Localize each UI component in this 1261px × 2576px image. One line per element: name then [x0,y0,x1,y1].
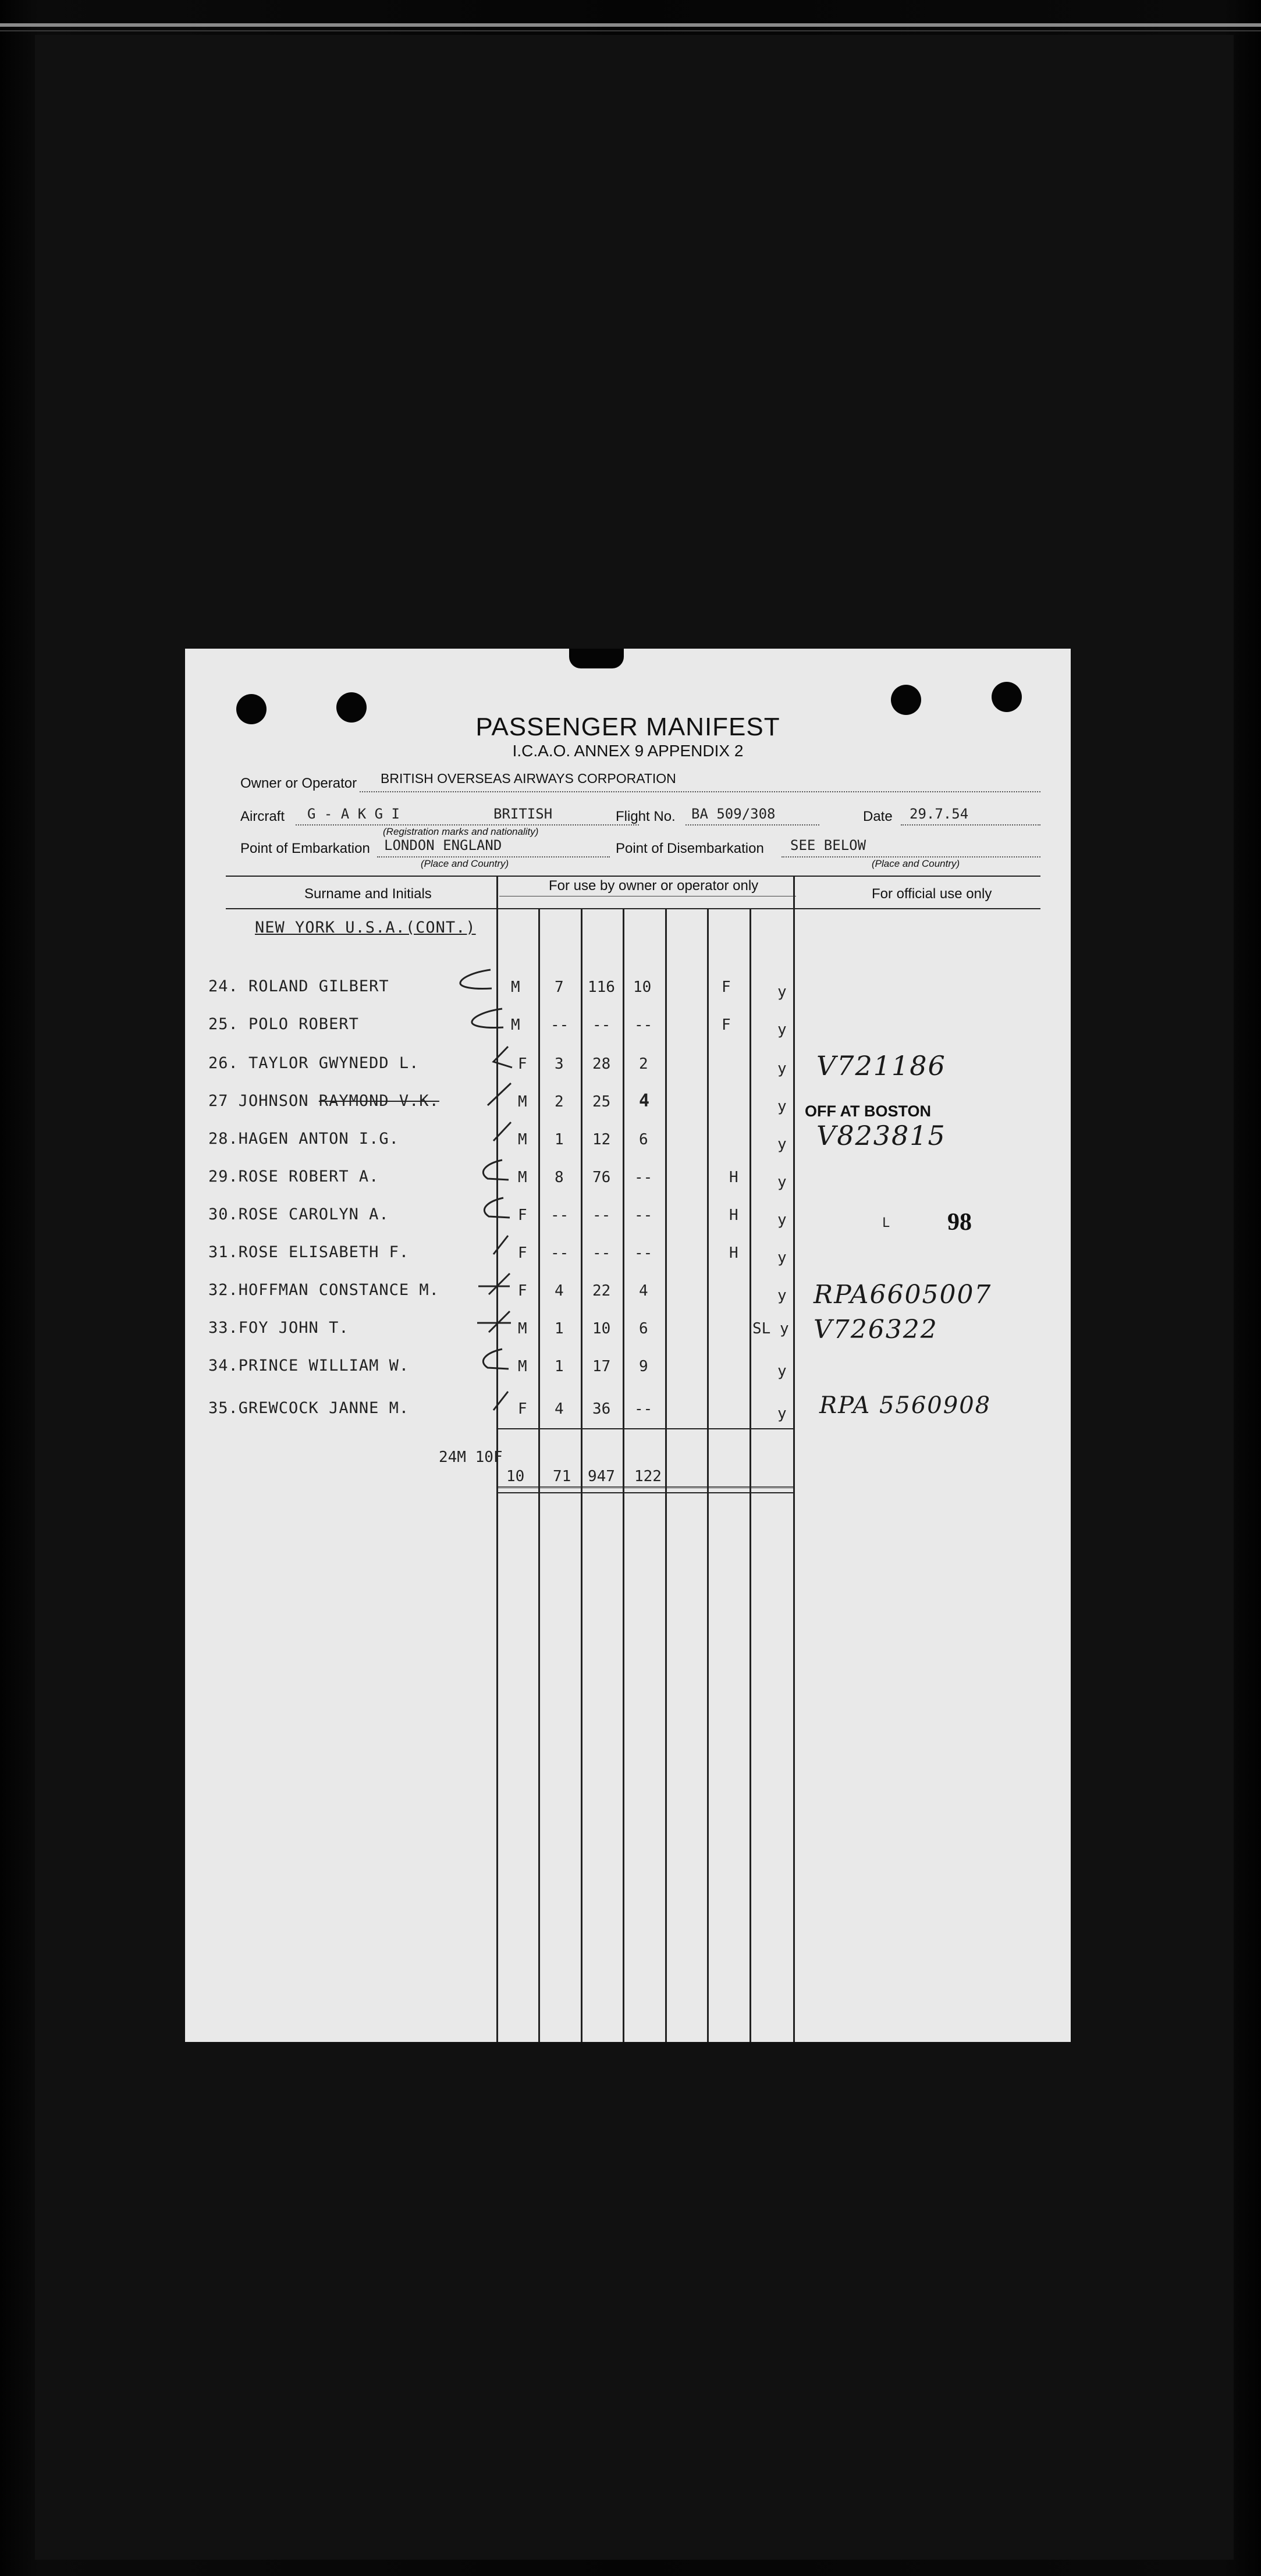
check-mark-icon [467,1006,508,1032]
passenger-sex: M [518,1169,527,1186]
off-at-boston-stamp: OFF AT BOSTON [805,1102,931,1120]
cell-y: y [777,1098,787,1115]
disembarkation-value: SEE BELOW [790,837,866,853]
punch-hole-right-2 [992,682,1022,712]
passenger-sex: F [518,1400,527,1418]
section-heading: NEW YORK U.S.A.(CONT.) [255,919,476,937]
check-mark-icon [476,1082,517,1108]
passenger-name: 33.FOY JOHN T. [208,1319,349,1337]
cell-c1: 4 [555,1282,564,1300]
passenger-sex: M [518,1093,527,1111]
passenger-sex: M [518,1320,527,1337]
cell-c1: 1 [555,1358,564,1375]
sheet-notch [569,649,624,668]
embarkation-line [377,856,610,858]
embarkation-note: (Place and Country) [421,858,509,869]
passenger-sex: F [518,1207,527,1224]
passenger-name: 35.GREWCOCK JANNE M. [208,1399,410,1417]
nationality-value: BRITISH [493,806,553,822]
check-mark-icon [476,1389,517,1415]
film-edge-inner [0,30,1261,31]
aircraft-line [296,824,639,826]
passenger-name: 24. ROLAND GILBERT [208,977,389,995]
cell-y: y [777,1136,787,1153]
col-rule-3 [581,908,582,2042]
small-mark: L [882,1216,890,1230]
cell-c3: -- [634,1207,653,1224]
total-2: 947 [588,1468,615,1485]
cell-c3: 2 [639,1055,648,1073]
passenger-name: 34.PRINCE WILLIAM W. [208,1357,410,1375]
check-mark-icon [476,1233,517,1259]
cell-c4: H [729,1244,738,1262]
col-rule-6 [707,908,709,2042]
registration-note: (Registration marks and nationality) [383,826,539,837]
date-value: 29.7.54 [910,806,969,822]
cell-c2: 17 [592,1358,611,1375]
disembarkation-note: (Place and Country) [872,858,960,869]
cell-c2: -- [592,1244,611,1262]
cell-y: y [777,1287,787,1304]
cell-c2: 76 [592,1169,611,1186]
embarkation-label: Point of Embarkation [240,841,370,856]
total-0: 10 [506,1468,525,1485]
passenger-name: 29.ROSE ROBERT A. [208,1168,379,1186]
totals-rule-top [496,1428,793,1429]
passenger-name: 28.HAGEN ANTON I.G. [208,1130,399,1148]
cell-c2: -- [592,1016,611,1034]
owner-line [360,791,1040,792]
passenger-sex: M [511,979,520,996]
col-rule-4 [623,908,624,2042]
col-rule-7 [750,908,751,2042]
manifest-sheet [185,649,1071,2042]
table-top-rule [226,876,1040,877]
stamp-number: 98 [947,1209,972,1236]
check-mark-icon [476,1044,517,1070]
check-mark-icon [456,967,496,993]
handwritten-visa-35: RPA 5560908 [819,1392,992,1419]
cell-c3: 9 [639,1358,648,1375]
cell-c2: 12 [592,1131,611,1148]
owner-label: Owner or Operator [240,775,357,791]
cell-c1: -- [550,1207,569,1224]
embarkation-value: LONDON ENGLAND [384,837,502,853]
total-3: 122 [634,1468,662,1485]
cell-c3: -- [634,1400,653,1418]
cell-c2: -- [592,1207,611,1224]
passenger-sex: M [511,1016,520,1034]
cell-c3: 10 [633,979,652,996]
cell-c4: H [729,1207,738,1224]
date-line [901,824,1040,826]
cell-c1: 7 [555,979,564,996]
passenger-name: 31.ROSE ELISABETH F. [208,1243,410,1261]
date-label: Date [863,809,893,824]
passenger-sex: F [518,1282,527,1300]
cell-y: y [777,1173,787,1191]
passenger-name: 27 JOHNSON RAYMOND V.K. [208,1092,439,1110]
cell-y: y [777,1249,787,1266]
total-1: 71 [553,1468,571,1485]
passenger-name: 25. POLO ROBERT [208,1015,359,1033]
page-subtitle: I.C.A.O. ANNEX 9 APPENDIX 2 [512,742,744,760]
cell-c3: -- [634,1244,653,1262]
cell-c1: 4 [555,1400,564,1418]
cell-y: y [777,1362,787,1380]
punch-hole-right-1 [891,685,921,715]
cell-c1: 1 [555,1320,564,1337]
passenger-sex: M [518,1358,527,1375]
cell-c3: 6 [639,1131,648,1148]
cell-c2: 22 [592,1282,611,1300]
col-rule-8 [793,877,795,2042]
owner-value: BRITISH OVERSEAS AIRWAYS CORPORATION [381,771,676,786]
flight-label: Flight No. [616,809,676,824]
cell-c1: 3 [555,1055,564,1073]
cell-c1: 2 [555,1093,564,1111]
totals-rule-bottom-2 [496,1492,793,1493]
disembarkation-label: Point of Disembarkation [616,841,764,856]
handwritten-visa-26: V721186 [816,1050,946,1081]
check-mark-icon [476,1120,517,1145]
aircraft-value: G - A K G I [307,806,400,822]
cell-c3: 4 [639,1282,648,1300]
cell-c2: 28 [592,1055,611,1073]
page-title: PASSENGER MANIFEST [475,713,780,741]
cell-y: y [777,1021,787,1038]
check-mark-icon [471,1196,512,1221]
header-owner-use: For use by owner or operator only [549,878,759,894]
totals-rule-bottom [496,1486,793,1488]
passenger-sex: F [518,1055,527,1073]
cell-c4: F [722,979,731,996]
table-header-rule [226,908,1040,909]
handwritten-visa-32: RPA6605007 [814,1280,992,1310]
count-label: 24M 10F [439,1449,503,1466]
aircraft-label: Aircraft [240,809,285,824]
check-mark-icon [475,1271,516,1297]
cell-c2: 25 [592,1093,611,1111]
flight-value: BA 509/308 [691,806,776,822]
cell-y: y [777,1211,787,1229]
check-mark-icon [470,1347,511,1372]
header-surname: Surname and Initials [304,886,432,902]
cell-c2: 116 [588,979,615,996]
passenger-sex: F [518,1244,527,1262]
cell-c3: -- [634,1169,653,1186]
passenger-name: 26. TAYLOR GWYNEDD L. [208,1054,420,1072]
cell-c4: H [729,1169,738,1186]
col-rule-5 [665,908,667,2042]
cell-c1: -- [550,1016,569,1034]
cell-c3: 6 [639,1320,648,1337]
cell-c4: F [722,1016,731,1034]
cell-y: y [777,1060,787,1077]
cell-c3: 4 [639,1091,650,1111]
header-official-use: For official use only [872,886,992,902]
cell-y: y [777,1405,787,1422]
passenger-name: 32.HOFFMAN CONSTANCE M. [208,1281,439,1299]
cell-y: y [780,1320,789,1337]
check-mark-icon [475,1309,516,1335]
cell-c5: SL [752,1320,771,1337]
film-edge [0,23,1261,27]
cell-c2: 10 [592,1320,611,1337]
handwritten-visa-33: V726322 [814,1315,938,1344]
cell-y: y [777,983,787,1001]
cell-c2: 36 [592,1400,611,1418]
flight-line [685,824,819,826]
check-mark-icon [470,1158,511,1183]
cell-c3: -- [634,1016,653,1034]
cell-c1: -- [550,1244,569,1262]
disembarkation-line [782,856,1040,858]
passenger-sex: M [518,1131,527,1148]
cell-c1: 1 [555,1131,564,1148]
handwritten-visa-28: V823815 [816,1120,946,1151]
passenger-name: 30.ROSE CAROLYN A. [208,1205,389,1223]
cell-c1: 8 [555,1169,564,1186]
col-rule-2 [538,908,540,2042]
